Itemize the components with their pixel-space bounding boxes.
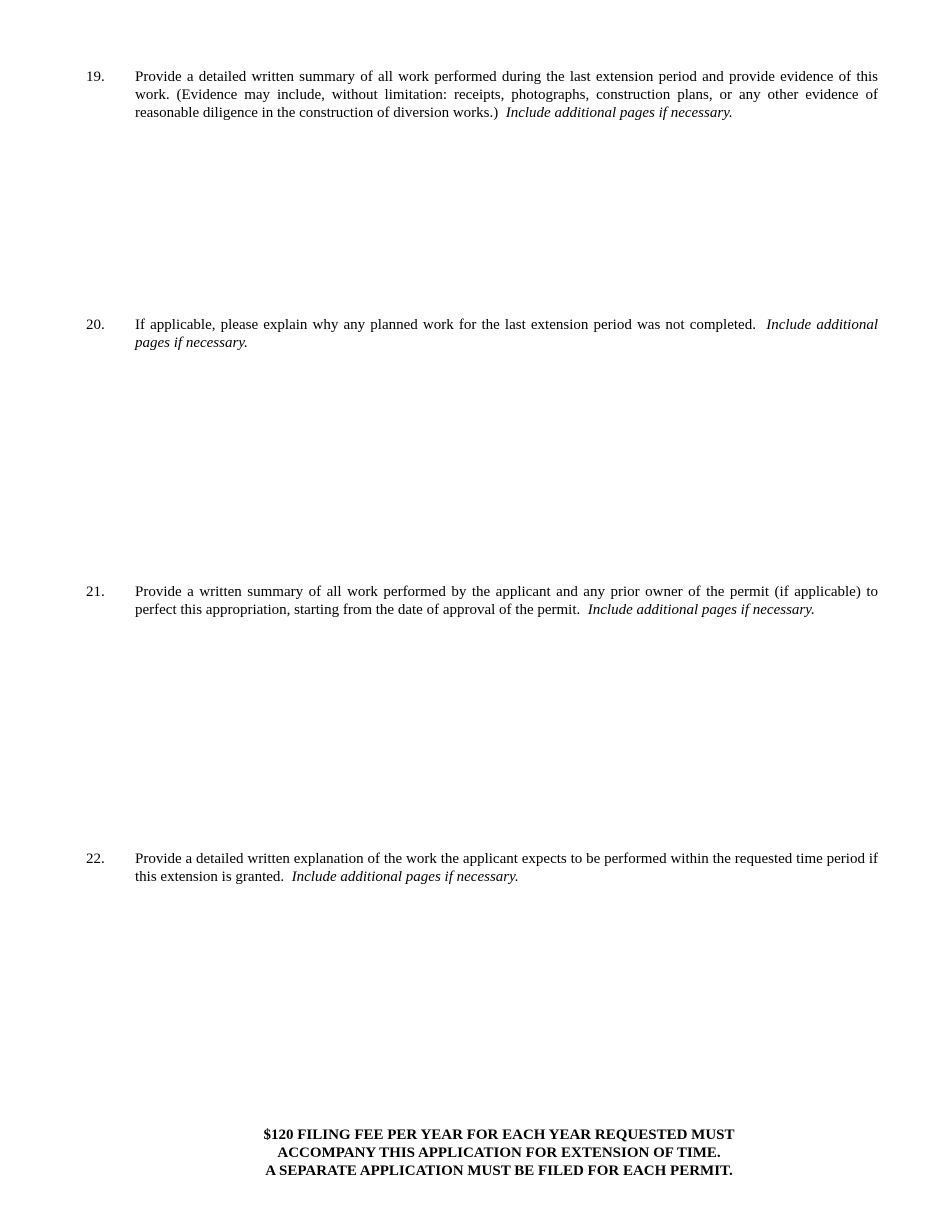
fee-notice-line-2: ACCOMPANY THIS APPLICATION FOR EXTENSION OF TIME.: [277, 1145, 721, 1161]
question-21: [86, 583, 878, 619]
question-text: [135, 850, 878, 886]
question-body: Provide a detailed written summary of all work performed during the last extension period and provide evidence of this work. (Evidence may include, without limitation: receipts, photographs, construction plans, or any other evidence of reasonable diligence in the construction of diversion works.): [135, 69, 878, 121]
question-19: [86, 68, 878, 122]
question-number: 21.: [86, 584, 105, 600]
question-text: [135, 316, 878, 352]
question-body: Provide a detailed written explanation of the work the applicant expects to be performed within the requested time period if this extension is granted.: [135, 851, 878, 885]
question-text: [135, 68, 878, 122]
question-number: 20.: [86, 317, 105, 333]
filing-fee-notice: [0, 1126, 950, 1180]
question-number: 22.: [86, 851, 105, 867]
fee-notice-line-3: A SEPARATE APPLICATION MUST BE FILED FOR EACH PERMIT.: [265, 1163, 733, 1179]
question-note: Include additional pages if necessary.: [291, 869, 519, 885]
question-text: [135, 583, 878, 619]
question-note: Include additional pages if necessary.: [587, 602, 815, 618]
question-22: [86, 850, 878, 886]
question-body: If applicable, please explain why any planned work for the last extension period was not completed.: [135, 317, 756, 333]
question-note: Include additional pages if necessary.: [505, 105, 733, 121]
question-20: [86, 316, 878, 352]
question-body: Provide a written summary of all work performed by the applicant and any prior owner of the permit (if applicable) to perfect this appropriation, starting from the date of approval of the permit.: [135, 584, 878, 618]
fee-notice-line-1: $120 FILING FEE PER YEAR FOR EACH YEAR REQUESTED MUST: [263, 1127, 735, 1143]
question-note: Include additional pages if necessary.: [135, 317, 878, 351]
question-number: 19.: [86, 69, 105, 85]
